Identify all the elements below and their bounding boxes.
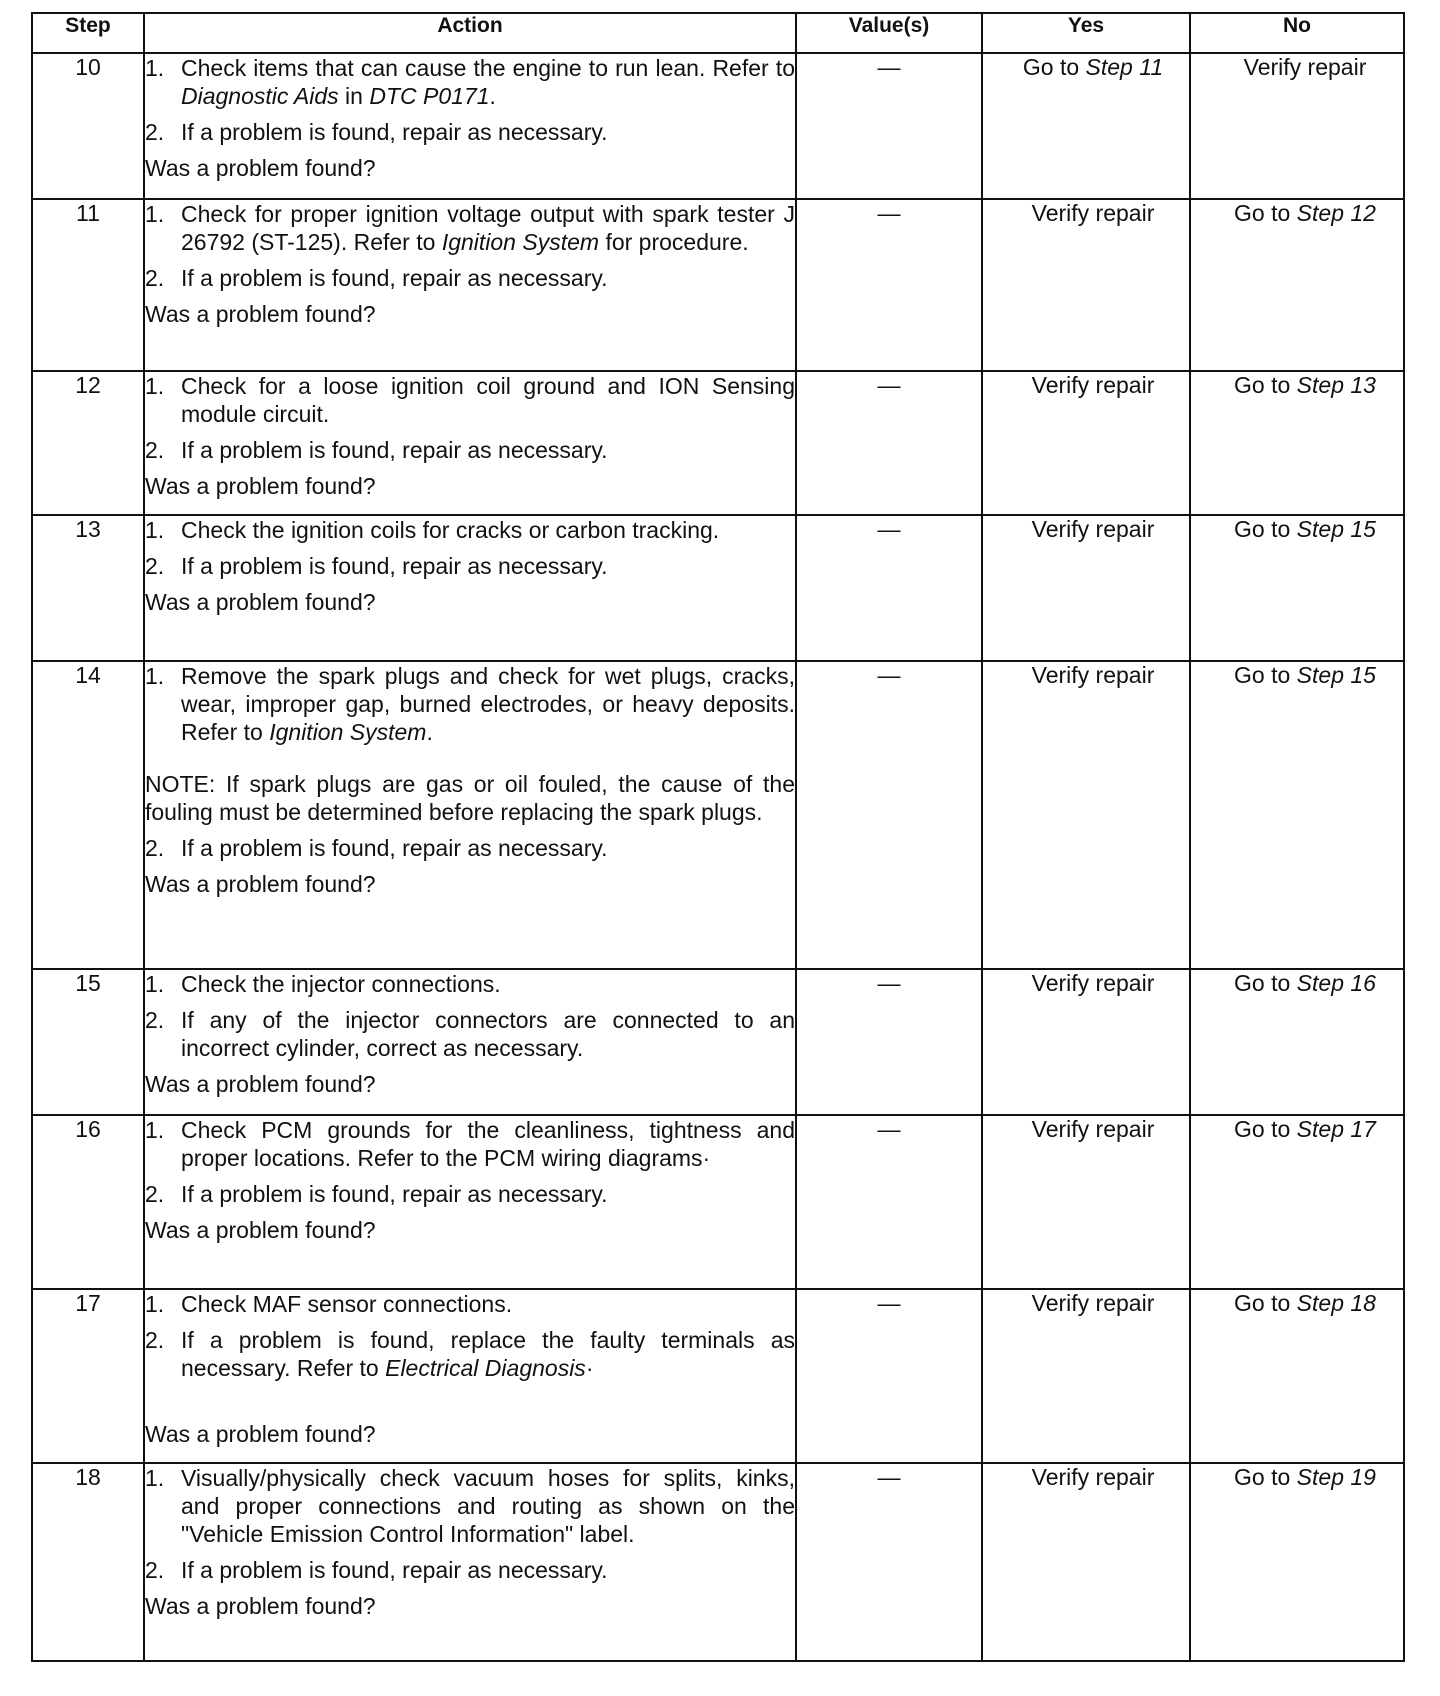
action-cell bbox=[144, 1289, 796, 1463]
item-number: 1. bbox=[145, 971, 165, 997]
yes-cell: Verify repair bbox=[982, 661, 1190, 969]
item-number: 1. bbox=[145, 373, 165, 399]
item-number: 2. bbox=[145, 1007, 165, 1033]
question: Was a problem found? bbox=[145, 871, 376, 897]
no-cell: Go to Step 15 bbox=[1190, 661, 1404, 969]
yes-cell: Verify repair bbox=[982, 1289, 1190, 1463]
item-text: If any of the injector connectors are connected to an incorrect cylinder, correct as necessary. bbox=[181, 1007, 795, 1061]
step-number: 10 bbox=[32, 53, 144, 199]
item-text: Remove the spark plugs and check for wet plugs, cracks, wear, improper gap, burned electrodes, or heavy deposits. Refer to Ignition System. bbox=[181, 663, 795, 745]
yes-cell: Verify repair bbox=[982, 969, 1190, 1115]
list-item bbox=[145, 1180, 795, 1208]
question: Was a problem found? bbox=[145, 473, 376, 499]
list-item bbox=[145, 372, 795, 428]
item-text: If a problem is found, repair as necessary. bbox=[181, 835, 608, 861]
question: Was a problem found? bbox=[145, 1071, 376, 1097]
question: Was a problem found? bbox=[145, 1593, 376, 1619]
item-number: 1. bbox=[145, 517, 165, 543]
item-text: If a problem is found, repair as necessary. bbox=[181, 553, 608, 579]
value-cell: — bbox=[796, 371, 982, 515]
value-cell: — bbox=[796, 515, 982, 661]
header-row bbox=[32, 13, 1404, 53]
step-number: 16 bbox=[32, 1115, 144, 1289]
table-row bbox=[32, 199, 1404, 371]
item-number: 2. bbox=[145, 1181, 165, 1207]
value-cell: — bbox=[796, 1115, 982, 1289]
header-yes: Yes bbox=[982, 13, 1190, 53]
action-cell bbox=[144, 969, 796, 1115]
item-number: 2. bbox=[145, 1557, 165, 1583]
question: Was a problem found? bbox=[145, 155, 376, 181]
table-row bbox=[32, 53, 1404, 199]
question: Was a problem found? bbox=[145, 589, 376, 615]
list-item bbox=[145, 834, 795, 862]
doc-reference: Ignition System bbox=[441, 229, 600, 255]
list-item bbox=[145, 54, 795, 110]
item-number: 1. bbox=[145, 201, 165, 227]
table-row bbox=[32, 1463, 1404, 1661]
yes-cell: Verify repair bbox=[982, 1115, 1190, 1289]
item-text: Visually/physically check vacuum hoses for splits, kinks, and proper connections and routing as shown on the "Vehicle Emission Control Information" label. bbox=[181, 1465, 795, 1547]
item-text: Check the injector connections. bbox=[181, 971, 501, 997]
step-link[interactable]: Step 19 bbox=[1296, 1464, 1376, 1490]
item-number: 2. bbox=[145, 119, 165, 145]
spacer bbox=[145, 1390, 795, 1420]
step-link[interactable]: Step 15 bbox=[1296, 662, 1376, 688]
yes-cell: Verify repair bbox=[982, 371, 1190, 515]
list-item bbox=[145, 970, 795, 998]
item-text: Check the ignition coils for cracks or carbon tracking. bbox=[181, 517, 720, 543]
diagnostic-table bbox=[31, 12, 1405, 1662]
step-link[interactable]: Step 15 bbox=[1296, 516, 1376, 542]
yes-cell: Verify repair bbox=[982, 515, 1190, 661]
item-number: 1. bbox=[145, 55, 165, 81]
item-number: 2. bbox=[145, 1327, 165, 1353]
item-text: Check for proper ignition voltage output with spark tester J 26792 (ST-125). Refer to Ignition System for procedure. bbox=[181, 201, 795, 255]
action-cell bbox=[144, 1115, 796, 1289]
no-cell: Go to Step 15 bbox=[1190, 515, 1404, 661]
item-number: 2. bbox=[145, 553, 165, 579]
step-number: 17 bbox=[32, 1289, 144, 1463]
no-cell: Go to Step 13 bbox=[1190, 371, 1404, 515]
no-cell: Go to Step 18 bbox=[1190, 1289, 1404, 1463]
list-item bbox=[145, 1290, 795, 1318]
item-text: If a problem is found, repair as necessary. bbox=[181, 1557, 608, 1583]
step-link[interactable]: Step 13 bbox=[1296, 372, 1376, 398]
step-number: 18 bbox=[32, 1463, 144, 1661]
item-text: Check MAF sensor connections. bbox=[181, 1291, 513, 1317]
table-row bbox=[32, 969, 1404, 1115]
step-link[interactable]: Step 11 bbox=[1085, 54, 1164, 80]
table-row bbox=[32, 1115, 1404, 1289]
step-number: 13 bbox=[32, 515, 144, 661]
list-item bbox=[145, 118, 795, 146]
question: Was a problem found? bbox=[145, 1421, 376, 1447]
header-step: Step bbox=[32, 13, 144, 53]
item-number: 2. bbox=[145, 835, 165, 861]
yes-cell: Verify repair bbox=[982, 199, 1190, 371]
item-text: Check PCM grounds for the cleanliness, tightness and proper locations. Refer to the PCM wiring diagrams· bbox=[181, 1117, 795, 1171]
list-item bbox=[145, 1556, 795, 1584]
step-link[interactable]: Step 18 bbox=[1296, 1290, 1376, 1316]
no-cell: Go to Step 16 bbox=[1190, 969, 1404, 1115]
item-number: 2. bbox=[145, 437, 165, 463]
step-link[interactable]: Step 17 bbox=[1296, 1116, 1376, 1142]
list-item bbox=[145, 1006, 795, 1062]
step-number: 14 bbox=[32, 661, 144, 969]
item-text: Check for a loose ignition coil ground and ION Sensing module circuit. bbox=[181, 373, 795, 427]
no-cell: Go to Step 12 bbox=[1190, 199, 1404, 371]
action-cell bbox=[144, 1463, 796, 1661]
list-item bbox=[145, 264, 795, 292]
doc-reference: Ignition System bbox=[269, 719, 427, 745]
step-number: 15 bbox=[32, 969, 144, 1115]
table-row bbox=[32, 371, 1404, 515]
yes-cell: Go to Step 11 bbox=[982, 53, 1190, 199]
item-number: 1. bbox=[145, 663, 165, 689]
item-text: If a problem is found, replace the faulty terminals as necessary. Refer to Electrical Diagnosis· bbox=[181, 1327, 795, 1381]
no-cell: Verify repair bbox=[1190, 53, 1404, 199]
step-number: 12 bbox=[32, 371, 144, 515]
question: Was a problem found? bbox=[145, 301, 376, 327]
action-cell bbox=[144, 515, 796, 661]
no-cell: Go to Step 19 bbox=[1190, 1463, 1404, 1661]
header-values: Value(s) bbox=[796, 13, 982, 53]
header-no: No bbox=[1190, 13, 1404, 53]
table-row bbox=[32, 515, 1404, 661]
yes-cell: Verify repair bbox=[982, 1463, 1190, 1661]
action-cell bbox=[144, 199, 796, 371]
value-cell: — bbox=[796, 199, 982, 371]
doc-reference: Electrical Diagnosis bbox=[385, 1355, 586, 1381]
item-number: 1. bbox=[145, 1117, 165, 1143]
item-number: 2. bbox=[145, 265, 165, 291]
doc-reference: DTC P0171 bbox=[369, 83, 490, 109]
action-cell bbox=[144, 53, 796, 199]
item-text: If a problem is found, repair as necessary. bbox=[181, 1181, 608, 1207]
item-text: Check items that can cause the engine to run lean. Refer to Diagnostic Aids in DTC P0171. bbox=[181, 55, 795, 109]
value-cell: — bbox=[796, 1463, 982, 1661]
action-cell bbox=[144, 661, 796, 969]
value-cell: — bbox=[796, 53, 982, 199]
table-row bbox=[32, 1289, 1404, 1463]
item-number: 1. bbox=[145, 1465, 165, 1491]
list-item bbox=[145, 1326, 795, 1382]
action-cell bbox=[144, 371, 796, 515]
list-item bbox=[145, 1116, 795, 1172]
question: Was a problem found? bbox=[145, 1217, 376, 1243]
no-cell: Go to Step 17 bbox=[1190, 1115, 1404, 1289]
value-cell: — bbox=[796, 661, 982, 969]
list-item bbox=[145, 662, 795, 746]
step-number: 11 bbox=[32, 199, 144, 371]
item-text: If a problem is found, repair as necessary. bbox=[181, 265, 608, 291]
value-cell: — bbox=[796, 969, 982, 1115]
list-item bbox=[145, 516, 795, 544]
list-item bbox=[145, 552, 795, 580]
doc-reference: Diagnostic Aids bbox=[181, 83, 339, 109]
item-text: If a problem is found, repair as necessary. bbox=[181, 119, 608, 145]
list-item bbox=[145, 200, 795, 256]
item-text: If a problem is found, repair as necessary. bbox=[181, 437, 608, 463]
header-action: Action bbox=[144, 13, 796, 53]
list-item bbox=[145, 1464, 795, 1548]
value-cell: — bbox=[796, 1289, 982, 1463]
list-item bbox=[145, 436, 795, 464]
step-link[interactable]: Step 12 bbox=[1296, 200, 1376, 226]
step-link[interactable]: Step 16 bbox=[1296, 970, 1376, 996]
note-text: NOTE: If spark plugs are gas or oil fouled, the cause of the fouling must be determined before replacing the spark plugs. bbox=[145, 771, 795, 825]
table-row bbox=[32, 661, 1404, 969]
item-number: 1. bbox=[145, 1291, 165, 1317]
